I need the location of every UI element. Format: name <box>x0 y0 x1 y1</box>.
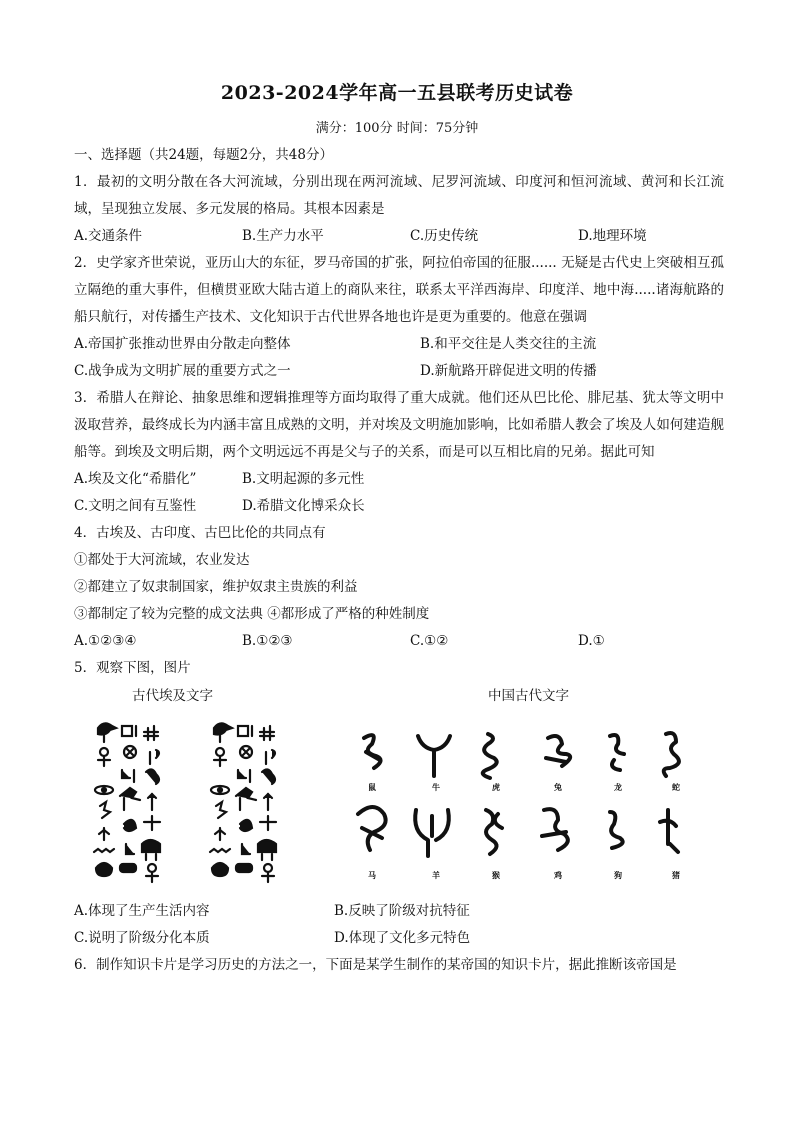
option-d: D.新航路开辟促进文明的传播 <box>420 363 597 379</box>
section-heading: 一、选择题（共24题，每题2分，共48分） <box>74 147 333 163</box>
option-b: B.生产力水平 <box>242 228 324 244</box>
statement-3-4: ③都制定了较为完整的成文法典 ④都形成了严格的种姓制度 <box>74 606 430 622</box>
option-b: B.①②③ <box>242 633 293 649</box>
option-d: D.希腊文化博采众长 <box>242 498 365 514</box>
option-b: B.文明起源的多元性 <box>242 471 365 487</box>
option-d: D.① <box>578 633 605 649</box>
label-tu: 兔 <box>554 782 562 792</box>
label-hou: 猴 <box>492 870 500 880</box>
question-2-options-row2 <box>74 358 724 385</box>
exam-content <box>74 142 724 979</box>
label-she: 蛇 <box>672 782 680 792</box>
option-a: A.交通条件 <box>74 228 143 244</box>
option-a: A.帝国扩张推动世界由分散走向整体 <box>74 336 291 352</box>
label-ma: 马 <box>368 870 376 880</box>
question-2-options-row1 <box>74 331 724 358</box>
option-a: A.体现了生产生活内容 <box>74 903 210 919</box>
option-a: A.①②③④ <box>74 633 137 649</box>
label-long: 龙 <box>614 782 622 792</box>
label-ji: 鸡 <box>554 870 562 880</box>
question-3-options-row2 <box>74 493 724 520</box>
question-5-stem: 5．观察下图，图片 <box>74 660 191 676</box>
chinese-caption: 中国古代文字 <box>488 688 569 704</box>
option-c: C.①② <box>410 633 449 649</box>
question-1-stem: 1．最初的文明分散在各大河流域，分别出现在两河流域、尼罗河流域、印度河和恒河流域、黄河和长江流域，呈现独立发展、多元发展的格局。其根本因素是 <box>74 174 724 217</box>
option-a: A.埃及文化“希腊化” <box>74 471 197 487</box>
question-3-options-row1 <box>74 466 724 493</box>
option-b: B.和平交往是人类交往的主流 <box>420 336 597 352</box>
option-c: C.说明了阶级分化本质 <box>74 930 210 946</box>
option-d: D.体现了文化多元特色 <box>334 930 471 946</box>
label-niu: 牛 <box>432 782 440 792</box>
statement-2: ②都建立了奴隶制国家，维护奴隶主贵族的利益 <box>74 579 358 595</box>
label-yang: 羊 <box>432 870 440 880</box>
question-5-options-row1 <box>74 898 724 925</box>
question-4-stem: 4．古埃及、古印度、古巴比伦的共同点有 <box>74 525 326 541</box>
question-2-stem: 2．史学家齐世荣说，亚历山大的东征，罗马帝国的扩张，阿拉伯帝国的征服...... 无疑是古代史上突破相互孤立隔绝的重大事件，但横贯亚欧大陆古道上的商队来往，联系太平洋西海岸、印度洋、地中海.....诸海航路的船只航行，对传播生产技术、文化知识于古代世界各地也许是更为重要的。他意在强调 <box>74 255 724 325</box>
label-hu: 虎 <box>492 782 500 792</box>
writing-comparison-figure <box>74 684 724 894</box>
label-gou: 狗 <box>614 870 622 880</box>
question-3-stem: 3．希腊人在辩论、抽象思维和逻辑推理等方面均取得了重大成就。他们还从巴比伦、腓尼基、犹太等文明中汲取营养，最终成长为内涵丰富且成熟的文明，并对埃及文明施加影响，比如希腊人教会了埃及人如何建造舰船等。到埃及文明后期，两个文明远远不再是父与子的关系，而是可以互相比肩的兄弟。据此可知 <box>74 390 724 460</box>
question-1-options <box>74 223 724 250</box>
question-4-options <box>74 628 724 655</box>
option-d: D.地理环境 <box>578 228 647 244</box>
option-c: C.文明之间有互鉴性 <box>74 498 197 514</box>
question-6-stem: 6．制作知识卡片是学习历史的方法之一，下面是某学生制作的某帝国的知识卡片，据此推断该帝国是 <box>74 957 677 973</box>
chinese-ancient-characters-image <box>348 718 716 888</box>
label-shu: 鼠 <box>368 782 376 792</box>
exam-info: 满分：100分 时间：75分钟 <box>315 121 479 136</box>
label-zhu: 猪 <box>672 870 680 880</box>
egyptian-hieroglyphs-image <box>84 718 334 888</box>
option-c: C.历史传统 <box>410 228 479 244</box>
option-b: B.反映了阶级对抗特征 <box>334 903 470 919</box>
page-title: 2023-2024学年高一五县联考历史试卷 <box>220 82 574 104</box>
question-5-options-row2 <box>74 925 724 952</box>
egyptian-caption: 古代埃及文字 <box>132 688 213 704</box>
option-c: C.战争成为文明扩展的重要方式之一 <box>74 363 291 379</box>
statement-1: ①都处于大河流域，农业发达 <box>74 552 250 568</box>
